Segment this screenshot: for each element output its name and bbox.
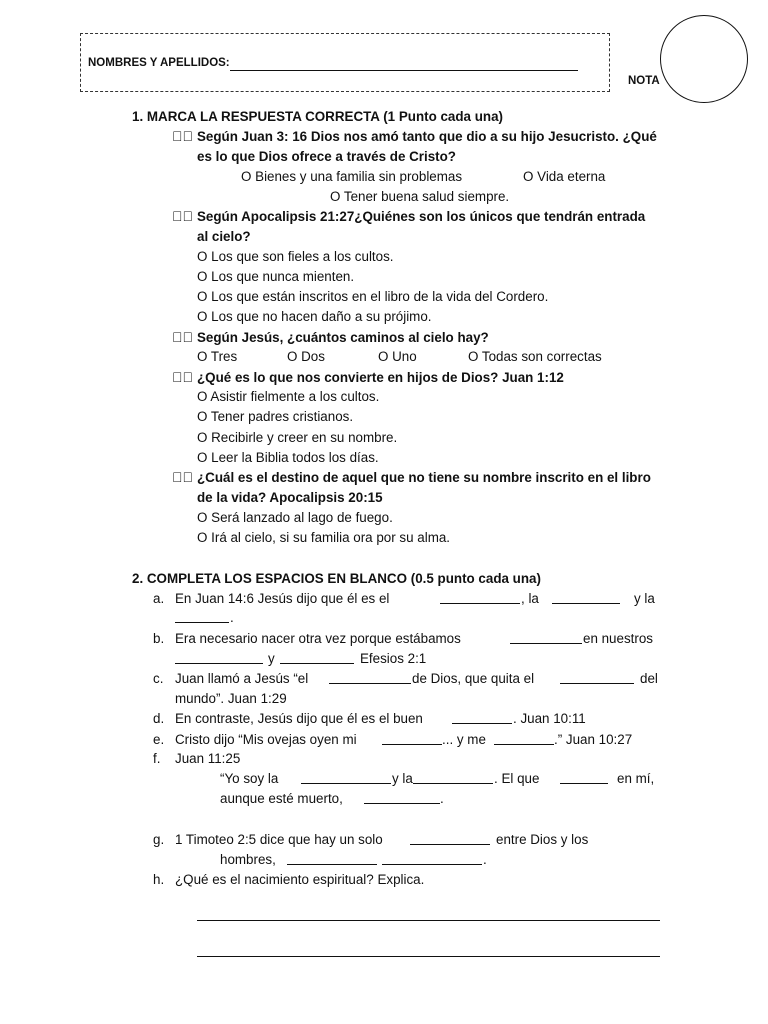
item-letter: g.: [153, 832, 165, 847]
item-f-text: . El que: [494, 771, 540, 786]
item-f-text: y la: [392, 771, 413, 786]
q1-option[interactable]: O Tener buena salud siempre.: [330, 189, 510, 204]
item-b-text: en nuestros: [583, 631, 653, 646]
blank-field[interactable]: [364, 803, 440, 804]
item-f-text: en mí,: [617, 771, 655, 786]
blank-field[interactable]: [301, 783, 391, 784]
check-icon: ✓⃝: [172, 469, 193, 485]
item-b-text: y: [268, 651, 275, 666]
check-icon: ✓⃝: [172, 128, 193, 144]
blank-field[interactable]: [552, 603, 620, 604]
item-f-text: Juan 11:25: [175, 751, 241, 766]
item-d-text: . Juan 10:11: [513, 711, 586, 726]
q2-text: Según Apocalipsis 21:27¿Quiénes son los únicos que tendrán entrada: [197, 209, 646, 224]
q2-option[interactable]: O Los que están inscritos en el libro de la vida del Cordero.: [197, 289, 549, 304]
check-icon: ✓⃝: [172, 369, 193, 385]
q5-text: ¿Cuál es el destino de aquel que no tiene su nombre inscrito en el libro: [197, 470, 651, 485]
item-letter: f.: [153, 751, 161, 766]
item-c-text: de Dios, que quita el: [412, 671, 535, 686]
item-h-text: ¿Qué es el nacimiento espiritual? Explica.: [175, 872, 425, 887]
q1-text: Según Juan 3: 16 Dios nos amó tanto que dio a su hijo Jesucristo. ¿Qué: [197, 129, 657, 144]
q4-option[interactable]: O Leer la Biblia todos los días.: [197, 450, 379, 465]
item-letter: a.: [153, 591, 165, 606]
blank-field[interactable]: [452, 723, 512, 724]
item-g-text: hombres,: [220, 852, 276, 867]
q2-option[interactable]: O Los que nunca mienten.: [197, 269, 355, 284]
item-f-text: aunque esté muerto,: [220, 791, 343, 806]
item-letter: c.: [153, 671, 164, 686]
q4-option[interactable]: O Asistir fielmente a los cultos.: [197, 389, 380, 404]
q4-option[interactable]: O Recibirle y creer en su nombre.: [197, 430, 398, 445]
blank-field[interactable]: [287, 864, 377, 865]
item-a-text: En Juan 14:6 Jesús dijo que él es el: [175, 591, 390, 606]
blank-field[interactable]: [410, 844, 490, 845]
item-letter: b.: [153, 631, 165, 646]
answer-line[interactable]: [197, 920, 660, 921]
blank-field[interactable]: [280, 663, 354, 664]
q3-option[interactable]: O Uno: [378, 349, 417, 364]
item-a-text: y la: [634, 591, 655, 606]
item-d-text: En contraste, Jesús dijo que él es el buen: [175, 711, 423, 726]
blank-field[interactable]: [560, 683, 634, 684]
item-letter: d.: [153, 711, 165, 726]
q2-option[interactable]: O Los que no hacen daño a su prójimo.: [197, 309, 432, 324]
blank-field[interactable]: [494, 744, 554, 745]
blank-field[interactable]: [560, 783, 608, 784]
nota-label: NOTA: [628, 75, 660, 87]
item-letter: h.: [153, 872, 165, 887]
item-e-text: ... y me: [442, 732, 486, 747]
item-c-text: del: [640, 671, 658, 686]
q2-option[interactable]: O Los que son fieles a los cultos.: [197, 249, 394, 264]
item-b-text: Efesios 2:1: [360, 651, 427, 666]
name-label: NOMBRES Y APELLIDOS:: [88, 57, 230, 69]
q5-option[interactable]: O Será lanzado al lago de fuego.: [197, 510, 393, 525]
item-b-text: Era necesario nacer otra vez porque estábamos: [175, 631, 461, 646]
blank-field[interactable]: [510, 643, 582, 644]
blank-field[interactable]: [382, 744, 442, 745]
item-e-text: .” Juan 10:27: [554, 732, 633, 747]
q1-option[interactable]: O Bienes y una familia sin problemas: [241, 169, 463, 184]
item-f-text: .: [440, 791, 444, 806]
item-a-text: .: [230, 610, 234, 625]
blank-field[interactable]: [329, 683, 411, 684]
blank-field[interactable]: [413, 783, 493, 784]
q2-text: al cielo?: [197, 229, 251, 244]
grade-circle[interactable]: [660, 15, 748, 103]
item-g-text: .: [483, 852, 487, 867]
item-e-text: Cristo dijo “Mis ovejas oyen mi: [175, 732, 357, 747]
item-f-text: “Yo soy la: [220, 771, 279, 786]
answer-line[interactable]: [197, 956, 660, 957]
blank-field[interactable]: [440, 603, 520, 604]
q3-option[interactable]: O Tres: [197, 349, 238, 364]
q5-option[interactable]: O Irá al cielo, si su familia ora por su alma.: [197, 530, 451, 545]
item-letter: e.: [153, 732, 165, 747]
item-c-text: Juan llamó a Jesús “el: [175, 671, 309, 686]
name-field[interactable]: [230, 70, 578, 71]
blank-field[interactable]: [382, 864, 482, 865]
q3-option[interactable]: O Dos: [287, 349, 325, 364]
q4-option[interactable]: O Tener padres cristianos.: [197, 409, 354, 424]
blank-field[interactable]: [175, 622, 229, 623]
item-g-text: entre Dios y los: [496, 832, 589, 847]
check-icon: ✓⃝: [172, 329, 193, 345]
q3-option[interactable]: O Todas son correctas: [468, 349, 602, 364]
q1-option[interactable]: O Vida eterna: [523, 169, 606, 184]
blank-field[interactable]: [175, 663, 263, 664]
item-g-text: 1 Timoteo 2:5 dice que hay un solo: [175, 832, 383, 847]
section2-title: 2. COMPLETA LOS ESPACIOS EN BLANCO (0.5 punto cada una): [132, 571, 541, 586]
check-icon: ✓⃝: [172, 208, 193, 224]
q5-text: de la vida? Apocalipsis 20:15: [197, 490, 383, 505]
item-c-text: mundo”. Juan 1:29: [175, 691, 287, 706]
q1-text: es lo que Dios ofrece a través de Cristo?: [197, 149, 456, 164]
item-a-text: , la: [521, 591, 539, 606]
q3-text: Según Jesús, ¿cuántos caminos al cielo hay?: [197, 330, 489, 345]
section1-title: 1. MARCA LA RESPUESTA CORRECTA (1 Punto cada una): [132, 109, 503, 124]
q4-text: ¿Qué es lo que nos convierte en hijos de Dios? Juan 1:12: [197, 370, 564, 385]
